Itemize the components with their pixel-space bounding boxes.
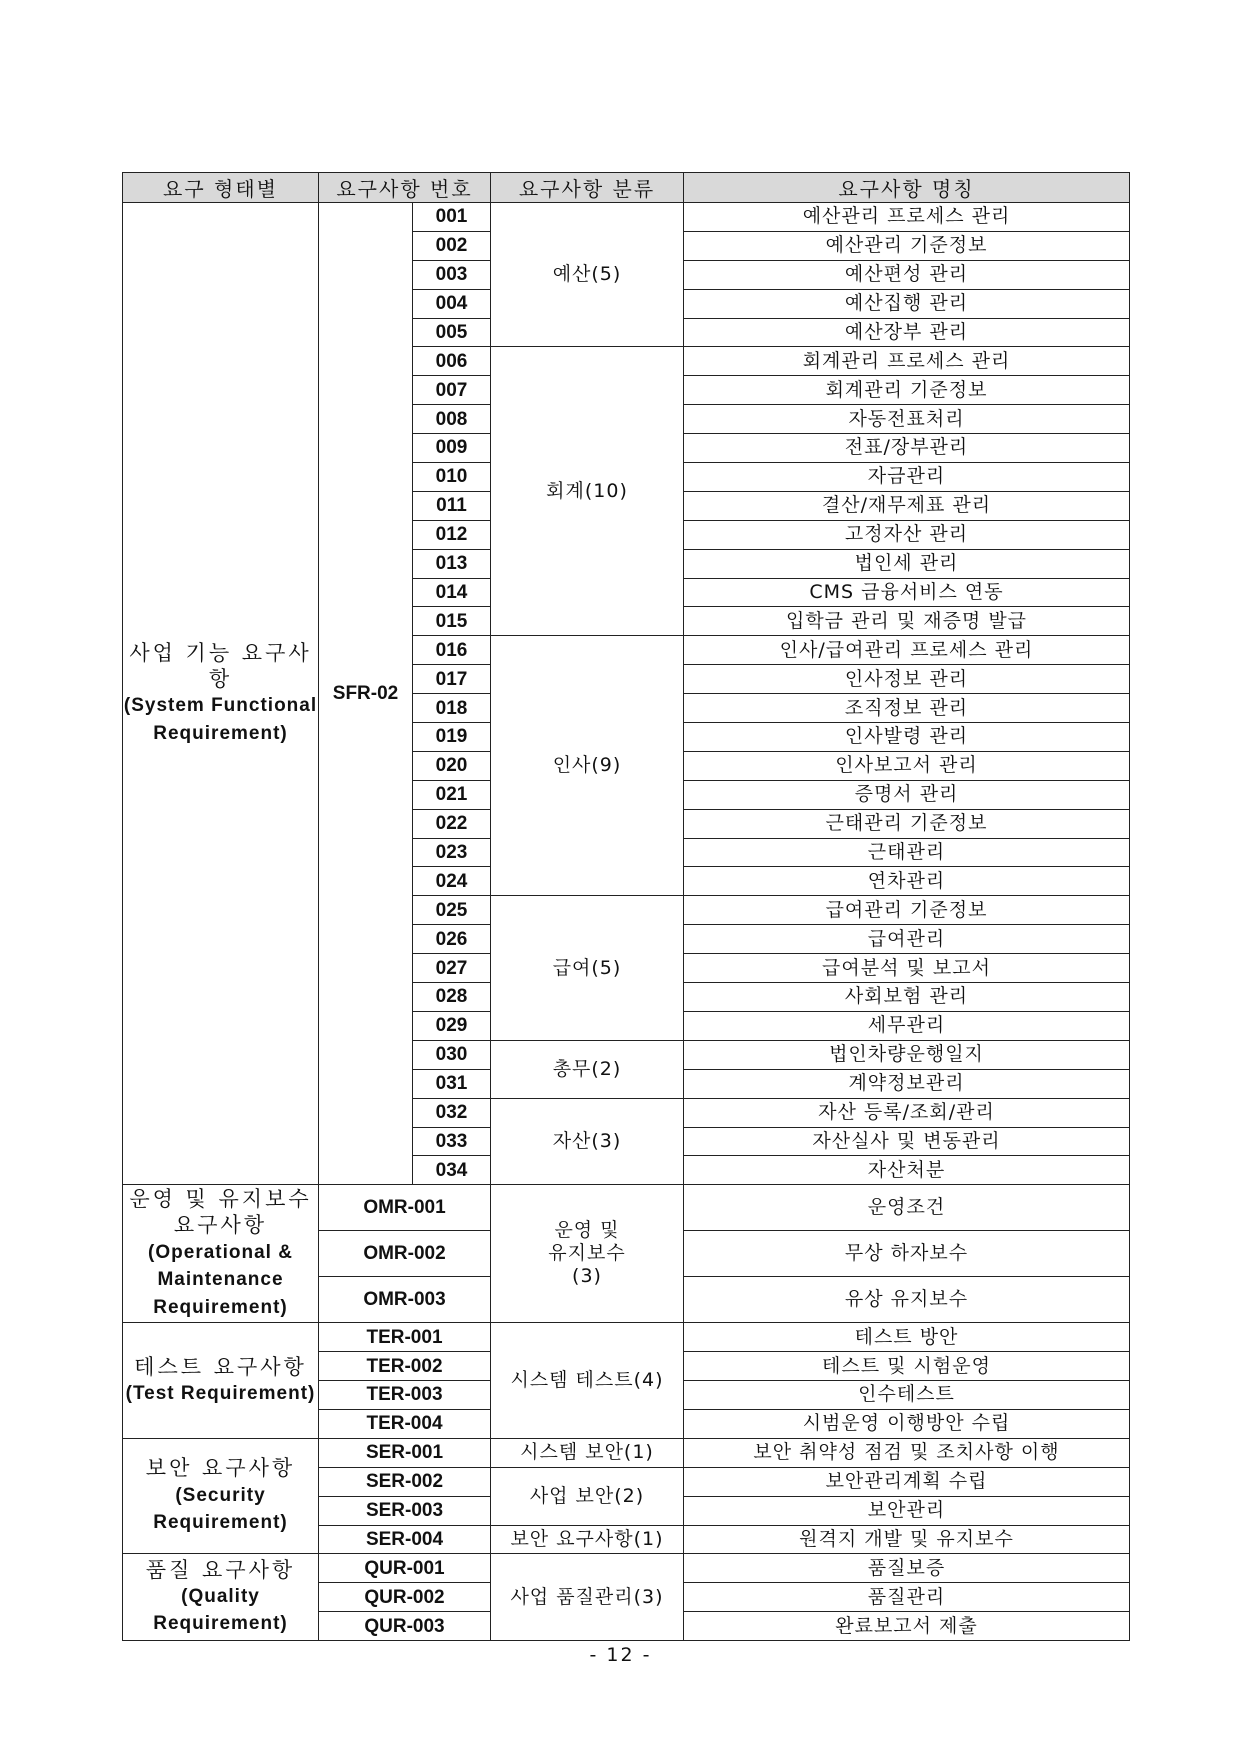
requirement-code: SER-004 — [319, 1525, 491, 1554]
table-body — [123, 203, 1130, 1641]
requirement-name: CMS 금융서비스 연동 — [684, 578, 1130, 607]
requirement-code: OMR-002 — [319, 1231, 491, 1277]
requirement-group: 총무(2) — [491, 1040, 684, 1098]
requirement-code: TER-001 — [319, 1323, 491, 1352]
category-qur — [123, 1554, 319, 1641]
requirement-number: 030 — [413, 1040, 491, 1069]
requirement-code: TER-003 — [319, 1381, 491, 1410]
requirement-name: 자산 등록/조회/관리 — [684, 1098, 1130, 1127]
requirement-code: SFR-02 — [319, 203, 413, 1185]
table-row — [123, 1323, 1130, 1352]
requirement-number: 007 — [413, 376, 491, 405]
requirement-code: TER-002 — [319, 1352, 491, 1381]
requirement-name: 회계관리 기준정보 — [684, 376, 1130, 405]
requirement-name: 연차관리 — [684, 867, 1130, 896]
requirement-group: 예산(5) — [491, 203, 684, 347]
requirement-name: 유상 유지보수 — [684, 1277, 1130, 1323]
requirement-number: 020 — [413, 751, 491, 780]
requirement-number: 017 — [413, 665, 491, 694]
requirement-name: 회계관리 프로세스 관리 — [684, 347, 1130, 376]
requirement-name: 품질보증 — [684, 1554, 1130, 1583]
requirement-code: TER-004 — [319, 1409, 491, 1438]
requirement-name: 인사발령 관리 — [684, 723, 1130, 752]
requirement-number: 012 — [413, 520, 491, 549]
requirement-name: 품질관리 — [684, 1583, 1130, 1612]
requirement-code: OMR-003 — [319, 1277, 491, 1323]
requirement-number: 016 — [413, 636, 491, 665]
requirement-group: 시스템 테스트(4) — [491, 1323, 684, 1439]
requirement-code: SER-002 — [319, 1467, 491, 1496]
requirement-name: 인사/급여관리 프로세스 관리 — [684, 636, 1130, 665]
header-classification: 요구사항 분류 — [491, 173, 684, 203]
header-row — [123, 173, 1130, 203]
requirement-name: 근태관리 기준정보 — [684, 809, 1130, 838]
requirement-code: OMR-001 — [319, 1185, 491, 1231]
requirement-name: 자동전표처리 — [684, 405, 1130, 434]
requirement-name: 조직정보 관리 — [684, 694, 1130, 723]
table-row — [123, 1438, 1130, 1467]
requirement-number: 027 — [413, 954, 491, 983]
requirement-number: 008 — [413, 405, 491, 434]
requirement-number: 023 — [413, 838, 491, 867]
requirement-group: 인사(9) — [491, 636, 684, 896]
requirement-code: QUR-003 — [319, 1612, 491, 1641]
category-label-ko: 운영 및 유지보수 요구사항 — [129, 1187, 312, 1238]
requirement-name: 법인차량운행일지 — [684, 1040, 1130, 1069]
requirement-name: 보안관리계획 수립 — [684, 1467, 1130, 1496]
category-label-en: (Operational & Maintenance Requirement) — [148, 1241, 293, 1318]
category-label-en: (Test Requirement) — [125, 1382, 316, 1404]
requirement-group: 사업 품질관리(3) — [491, 1554, 684, 1641]
requirement-name: 인수테스트 — [684, 1381, 1130, 1410]
requirement-name: 급여관리 기준정보 — [684, 896, 1130, 925]
requirement-number: 002 — [413, 231, 491, 260]
requirement-name: 완료보고서 제출 — [684, 1612, 1130, 1641]
requirement-code: QUR-001 — [319, 1554, 491, 1583]
header-name: 요구사항 명칭 — [684, 173, 1130, 203]
requirement-number: 028 — [413, 983, 491, 1012]
requirement-number: 034 — [413, 1156, 491, 1185]
requirement-name: 계약정보관리 — [684, 1069, 1130, 1098]
table-row — [123, 203, 1130, 232]
category-label-ko: 사업 기능 요구사항 — [129, 640, 312, 692]
requirement-number: 005 — [413, 318, 491, 347]
requirement-name: 전표/장부관리 — [684, 434, 1130, 463]
requirement-name: 법인세 관리 — [684, 549, 1130, 578]
requirement-name: 결산/재무제표 관리 — [684, 491, 1130, 520]
requirement-name: 세무관리 — [684, 1011, 1130, 1040]
category-label-ko: 테스트 요구사항 — [134, 1354, 307, 1379]
category-ter — [123, 1323, 319, 1439]
requirement-name: 보안관리 — [684, 1496, 1130, 1525]
requirement-group: 보안 요구사항(1) — [491, 1525, 684, 1554]
requirement-number: 009 — [413, 434, 491, 463]
requirement-name: 근태관리 — [684, 838, 1130, 867]
requirement-name: 급여관리 — [684, 925, 1130, 954]
requirement-group: 자산(3) — [491, 1098, 684, 1185]
requirement-name: 원격지 개발 및 유지보수 — [684, 1525, 1130, 1554]
table-row — [123, 1185, 1130, 1231]
requirement-name: 자산실사 및 변동관리 — [684, 1127, 1130, 1156]
requirement-number: 032 — [413, 1098, 491, 1127]
table-row — [123, 1554, 1130, 1583]
category-omr — [123, 1185, 319, 1323]
requirement-code: SER-001 — [319, 1438, 491, 1467]
category-sfr — [123, 203, 319, 1185]
requirement-code: QUR-002 — [319, 1583, 491, 1612]
requirement-name: 시범운영 이행방안 수립 — [684, 1409, 1130, 1438]
requirement-number: 033 — [413, 1127, 491, 1156]
requirement-group: 사업 보안(2) — [491, 1467, 684, 1525]
requirement-name: 예산집행 관리 — [684, 289, 1130, 318]
category-label-en: (System Functional Requirement) — [123, 695, 318, 744]
requirement-name: 인사정보 관리 — [684, 665, 1130, 694]
requirement-name: 예산관리 프로세스 관리 — [684, 203, 1130, 232]
requirement-group: 운영 및 유지보수(3) — [491, 1185, 684, 1323]
requirement-number: 019 — [413, 723, 491, 752]
requirement-number: 018 — [413, 694, 491, 723]
requirement-name: 인사보고서 관리 — [684, 751, 1130, 780]
requirement-name: 무상 하자보수 — [684, 1231, 1130, 1277]
requirement-number: 015 — [413, 607, 491, 636]
requirement-name: 급여분석 및 보고서 — [684, 954, 1130, 983]
requirement-name: 테스트 방안 — [684, 1323, 1130, 1352]
category-label-ko: 품질 요구사항 — [145, 1557, 296, 1582]
requirement-group: 회계(10) — [491, 347, 684, 636]
header-type: 요구 형태별 — [123, 173, 319, 203]
requirement-number: 010 — [413, 463, 491, 492]
requirement-number: 014 — [413, 578, 491, 607]
requirement-name: 보안 취약성 점검 및 조치사항 이행 — [684, 1438, 1130, 1467]
requirement-name: 운영조건 — [684, 1185, 1130, 1231]
page-number: - 12 - — [589, 1644, 652, 1666]
category-label-en: (Quality Requirement) — [153, 1585, 288, 1635]
requirement-name: 입학금 관리 및 재증명 발급 — [684, 607, 1130, 636]
requirement-number: 026 — [413, 925, 491, 954]
requirement-number: 031 — [413, 1069, 491, 1098]
requirement-number: 024 — [413, 867, 491, 896]
requirement-number: 029 — [413, 1011, 491, 1040]
requirements-table — [122, 172, 1130, 1641]
category-ser — [123, 1438, 319, 1554]
requirement-number: 004 — [413, 289, 491, 318]
category-label-ko: 보안 요구사항 — [145, 1456, 296, 1481]
requirement-name: 예산관리 기준정보 — [684, 231, 1130, 260]
requirement-name: 예산편성 관리 — [684, 260, 1130, 289]
requirement-name: 자산처분 — [684, 1156, 1130, 1185]
requirement-number: 001 — [413, 203, 491, 232]
requirement-number: 011 — [413, 491, 491, 520]
requirement-name: 사회보험 관리 — [684, 983, 1130, 1012]
requirement-number: 003 — [413, 260, 491, 289]
header-number: 요구사항 번호 — [319, 173, 491, 203]
requirement-name: 예산장부 관리 — [684, 318, 1130, 347]
requirement-number: 022 — [413, 809, 491, 838]
requirement-name: 자금관리 — [684, 463, 1130, 492]
requirement-number: 025 — [413, 896, 491, 925]
requirement-group: 시스템 보안(1) — [491, 1438, 684, 1467]
category-label-en: (Security Requirement) — [153, 1484, 288, 1534]
requirement-number: 013 — [413, 549, 491, 578]
requirement-name: 테스트 및 시험운영 — [684, 1352, 1130, 1381]
requirement-number: 006 — [413, 347, 491, 376]
requirement-group: 급여(5) — [491, 896, 684, 1040]
requirement-code: SER-003 — [319, 1496, 491, 1525]
requirement-name: 고정자산 관리 — [684, 520, 1130, 549]
requirement-name: 증명서 관리 — [684, 780, 1130, 809]
requirement-number: 021 — [413, 780, 491, 809]
